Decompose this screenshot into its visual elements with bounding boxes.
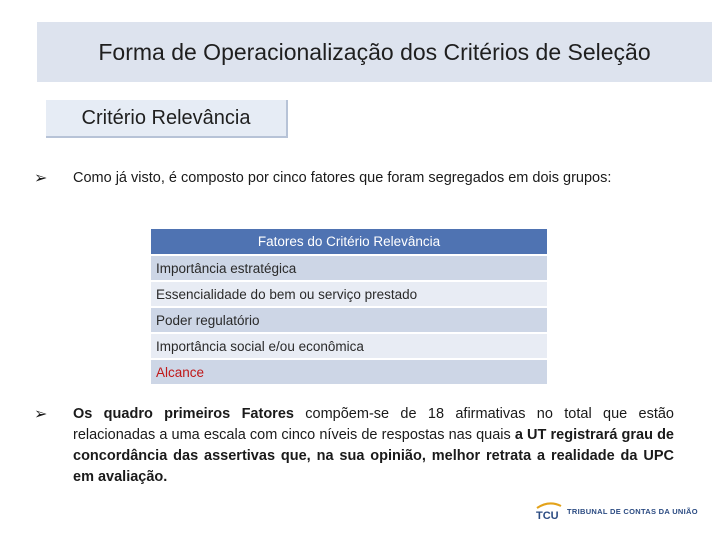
table-header: Fatores do Critério Relevância (151, 229, 547, 255)
table-row (151, 281, 547, 307)
bullet-factors-bold-start: Os quadro primeiros Fatores (73, 406, 294, 422)
bullet-factors (34, 404, 674, 488)
subtitle-box (46, 100, 288, 138)
subtitle-label: Critério Relevância (81, 106, 251, 129)
table-row (151, 307, 547, 333)
tcu-logo-icon (535, 500, 563, 522)
bullet-factors-bold-end: a UT registrará grau de concordância das assertivas que, na sua opinião, melhor retrata a realidade da UPC em avaliação. (73, 427, 674, 485)
bullet-intro (34, 168, 674, 189)
table-row (151, 255, 547, 281)
table-header-row (151, 229, 547, 255)
table-cell-highlight: Alcance (151, 359, 547, 384)
arrow-bullet-icon: ➢ (34, 406, 48, 423)
title-bar (37, 22, 712, 82)
tcu-logo-mark-text: TCU (536, 510, 559, 522)
slide-title: Forma de Operacionalização dos Critérios de Seleção (98, 38, 651, 65)
table-row (151, 333, 547, 359)
tcu-org-name: TRIBUNAL DE CONTAS DA UNIÃO (567, 506, 698, 516)
arrow-bullet-icon: ➢ (34, 170, 48, 187)
table-cell: Essencialidade do bem ou serviço prestado (151, 281, 547, 307)
table-cell: Importância social e/ou econômica (151, 333, 547, 359)
tcu-logo (535, 500, 698, 522)
bullet-intro-text: Como já visto, é composto por cinco fatores que foram segregados em dois grupos: (73, 170, 612, 186)
factors-table (151, 229, 547, 384)
table-cell: Importância estratégica (151, 255, 547, 281)
bullet-factors-middle: compõem-se de 18 afirmativas no total que estão relacionadas a uma escala com cinco níveis de respostas nas quais (73, 406, 674, 443)
table-row (151, 359, 547, 384)
table-cell: Poder regulatório (151, 307, 547, 333)
bullet-factors-text (73, 404, 674, 488)
